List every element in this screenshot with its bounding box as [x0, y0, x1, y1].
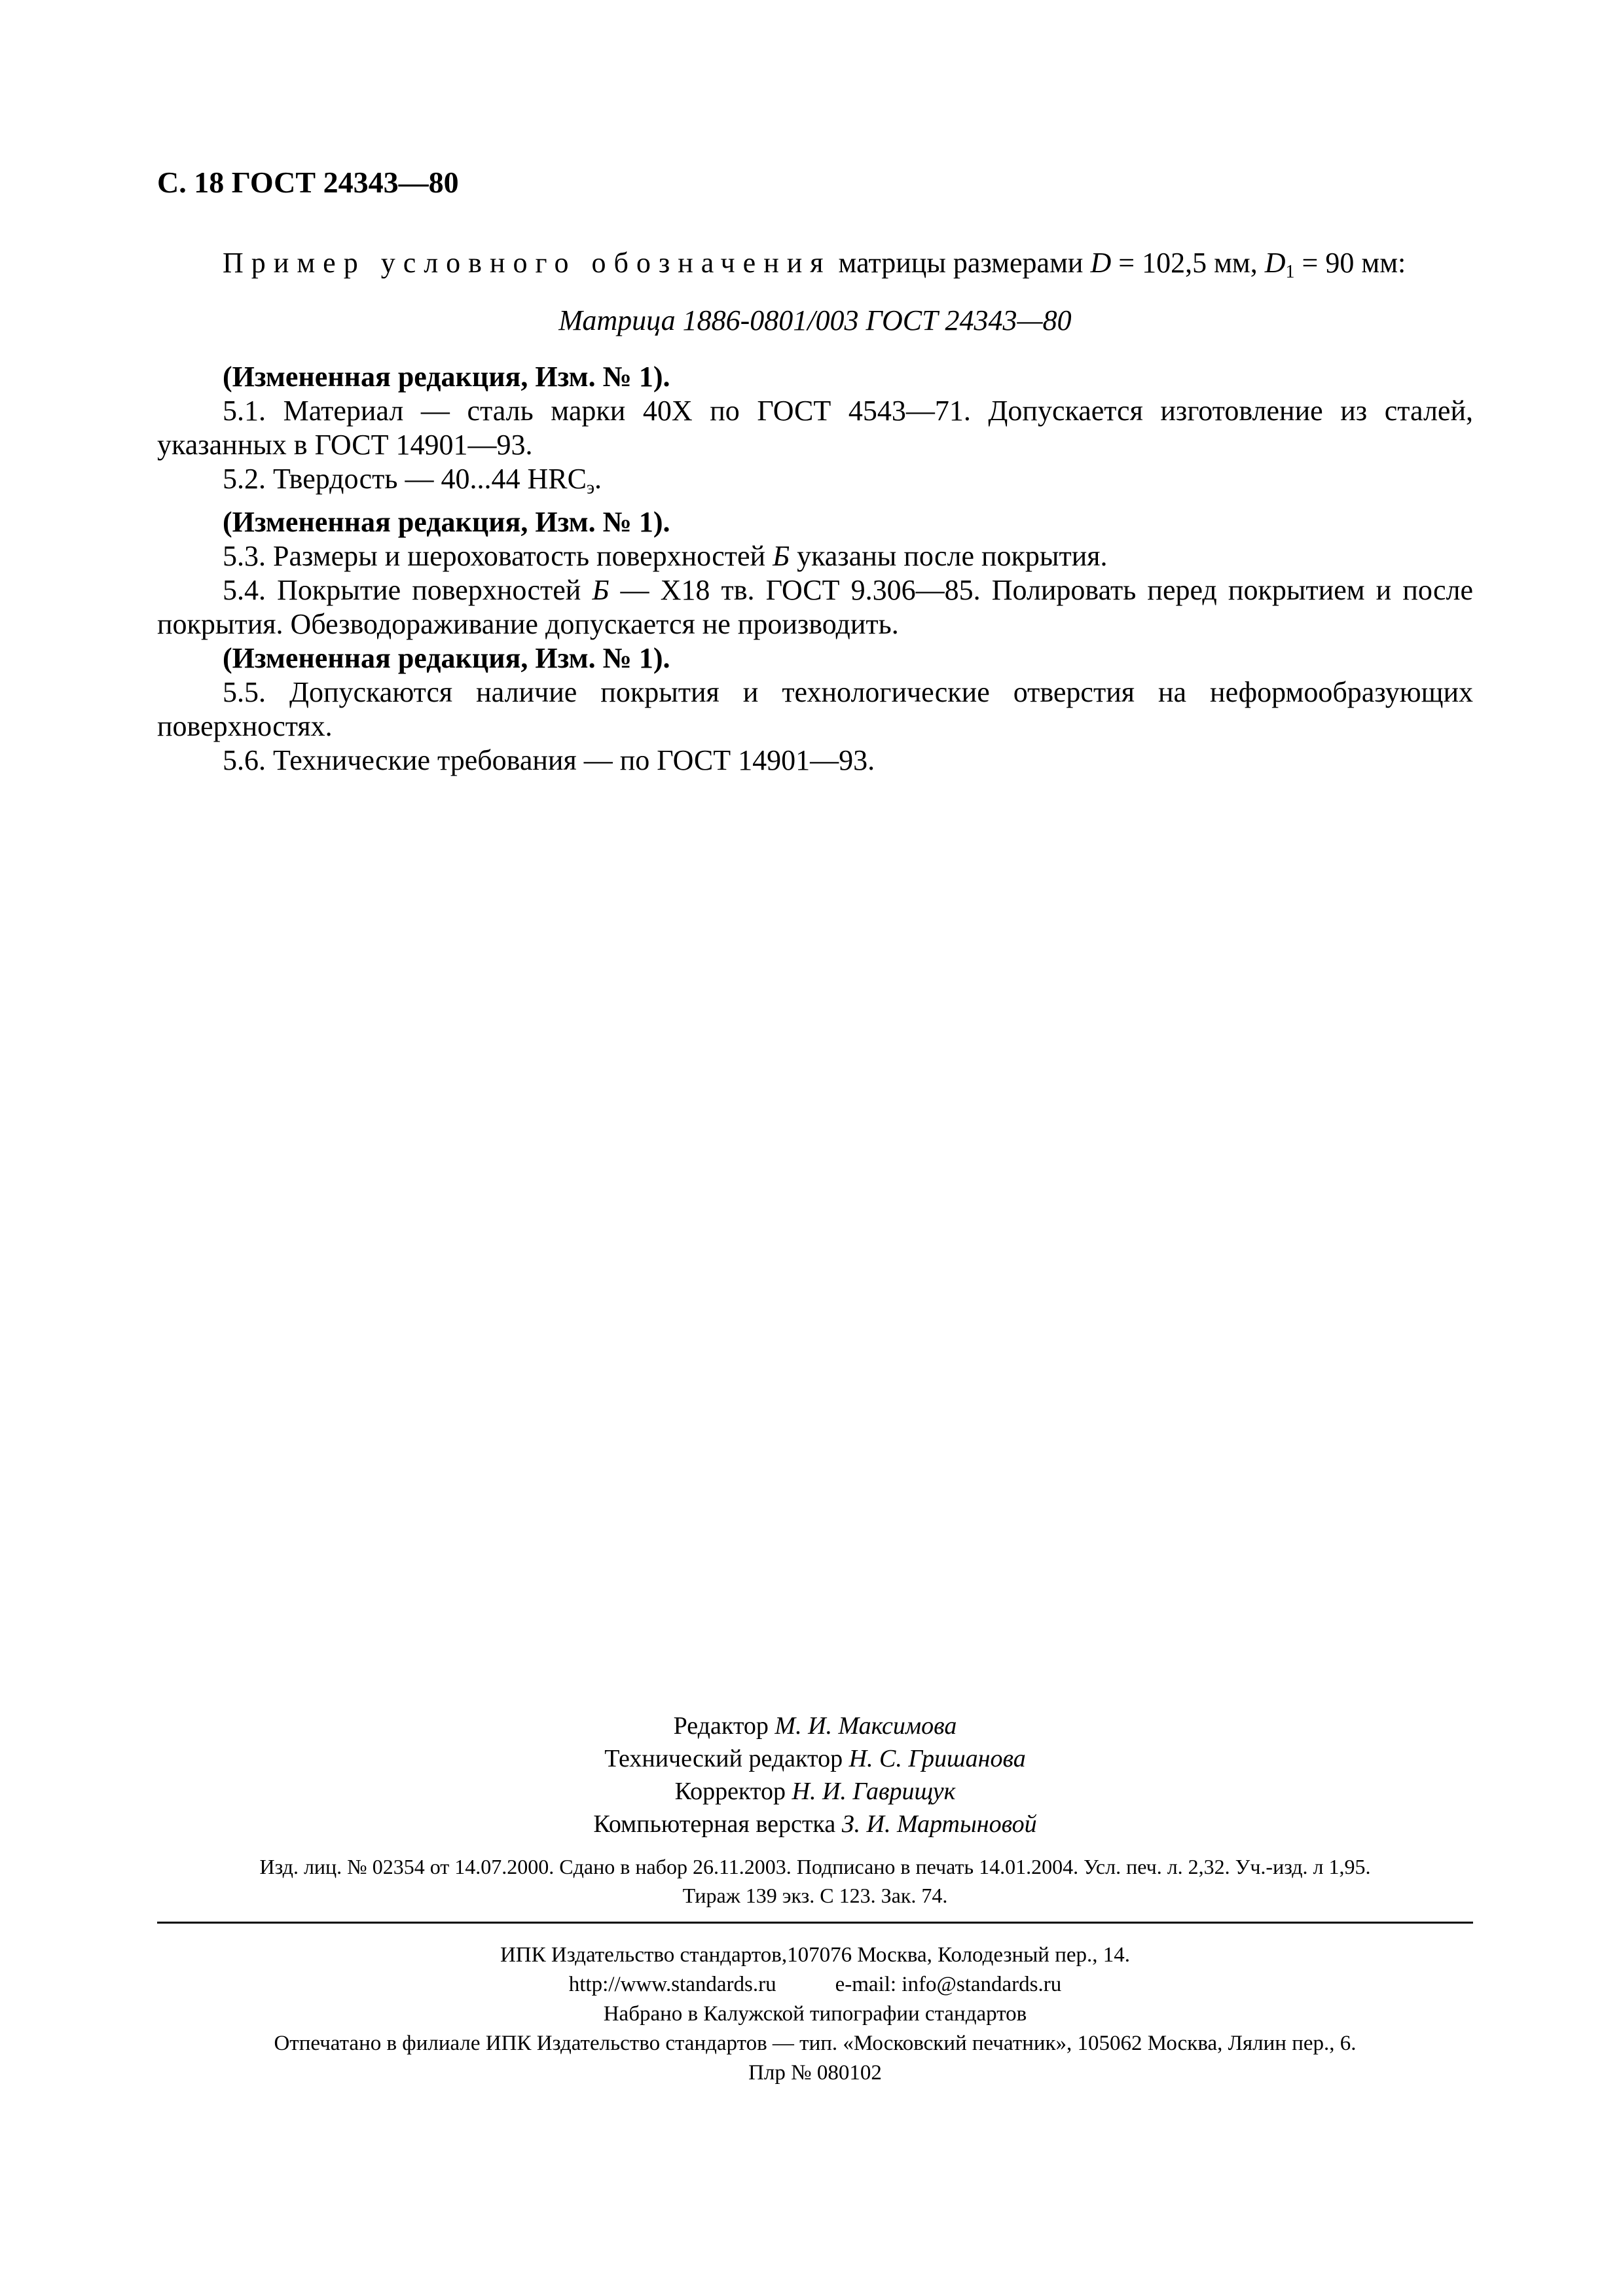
paragraph-5-3: [157, 539, 1473, 573]
publisher-line-3: Набрано в Калужской типографии стандартов: [603, 2002, 1027, 2026]
hrc-subscript: э: [586, 478, 594, 498]
surface-b-var-2: Б: [592, 574, 610, 606]
var-d1: D: [1264, 247, 1286, 279]
example-designation: Матрица 1886-0801/003 ГОСТ 24343—80: [558, 304, 1072, 336]
publisher-line-1: ИПК Издательство стандартов,107076 Москва, Колодезный пер., 14.: [500, 1943, 1131, 1967]
example-eq-d1: = 90 мм:: [1294, 247, 1406, 279]
credit-proofreader: [157, 1775, 1473, 1808]
imprint-block: [157, 1852, 1473, 1910]
var-d1-subscript: 1: [1285, 262, 1295, 282]
credit-role: Технический редактор: [604, 1745, 849, 1772]
credit-role: Редактор: [673, 1712, 775, 1740]
publisher-line-5: Плр № 080102: [748, 2061, 882, 2085]
credit-name: З. И. Мартыновой: [841, 1810, 1037, 1838]
page-header: С. 18 ГОСТ 24343—80: [157, 166, 459, 199]
horizontal-rule: [157, 1922, 1473, 1924]
credits-block: [157, 1710, 1473, 1840]
credit-layout: [157, 1808, 1473, 1840]
paragraph-5-2-text: 5.2. Твердость — 40...44 HRC: [223, 463, 587, 495]
credit-role: Компьютерная верстка: [593, 1810, 842, 1838]
paragraph-5-1: 5.1. Материал — сталь марки 40Х по ГОСТ 4543—71. Допускается изготовление из сталей, указанных в ГОСТ 14901—93.: [157, 395, 1473, 461]
var-d: D: [1090, 247, 1112, 279]
amended-note-1: (Измененная редакция, Изм. № 1).: [223, 361, 670, 393]
publisher-contacts: [157, 1970, 1473, 2000]
publisher-line-4: Отпечатано в филиале ИПК Издательство стандартов — тип. «Московский печатник», 105062 Москва, Лялин пер., 6.: [274, 2032, 1357, 2055]
imprint-line-2: Тираж 139 экз. С 123. Зак. 74.: [682, 1884, 948, 1907]
document-body: [157, 243, 1473, 778]
credit-name: Н. И. Гаврищук: [792, 1778, 956, 1805]
paragraph-5-3-b: указаны после покрытия.: [790, 540, 1108, 572]
example-eq-d: = 102,5 мм,: [1111, 247, 1265, 279]
publisher-email: e-mail: info@standards.ru: [835, 1973, 1062, 1996]
paragraph-5-2-end: .: [594, 463, 602, 495]
credit-editor: [157, 1710, 1473, 1742]
credit-name: М. И. Максимова: [775, 1712, 957, 1740]
amended-note-2: (Измененная редакция, Изм. № 1).: [223, 506, 670, 538]
credit-role: Корректор: [674, 1778, 792, 1805]
credit-name: Н. С. Гришанова: [848, 1745, 1026, 1772]
paragraph-5-4: [157, 573, 1473, 641]
paragraph-5-4-b: — Х18 тв. ГОСТ 9.306—85. Полировать перед покрытием и после покрытия. Обезводораживание допускается не производить.: [157, 574, 1473, 640]
paragraph-5-6: 5.6. Технические требования — по ГОСТ 14901—93.: [223, 744, 875, 776]
paragraph-5-5: 5.5. Допускаются наличие покрытия и технологические отверстия на неформообразующих поверхностях.: [157, 676, 1473, 742]
paragraph-5-2: [157, 462, 1473, 505]
surface-b-var: Б: [773, 540, 790, 572]
publisher-url: http://www.standards.ru: [568, 1973, 776, 1996]
example-text-a: матрицы размерами: [831, 247, 1091, 279]
amended-note-3: (Измененная редакция, Изм. № 1).: [223, 642, 670, 674]
paragraph-5-3-a: 5.3. Размеры и шероховатость поверхностей: [223, 540, 773, 572]
publisher-block: [157, 1941, 1473, 2088]
credit-tech-editor: [157, 1742, 1473, 1775]
imprint-line-1: Изд. лиц. № 02354 от 14.07.2000. Сдано в набор 26.11.2003. Подписано в печать 14.01.2004. Усл. печ. л. 2,32. Уч.-изд. л 1,95.: [259, 1855, 1371, 1878]
example-lead-spaced: Пример условного обозначения: [223, 247, 831, 279]
paragraph-5-4-a: 5.4. Покрытие поверхностей: [223, 574, 593, 606]
example-intro: [157, 243, 1473, 292]
